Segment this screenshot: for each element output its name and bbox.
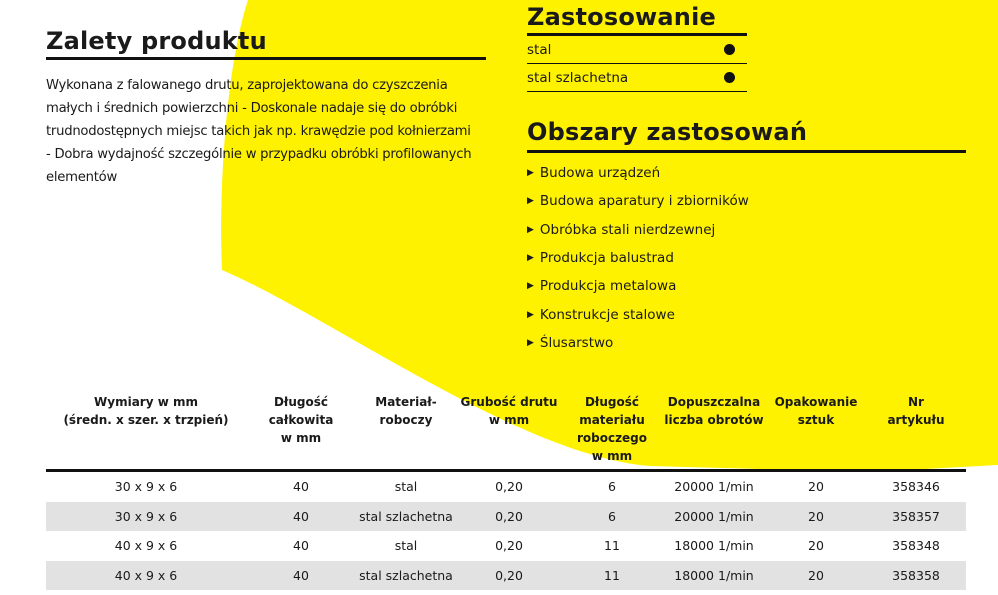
cell-material: stal szlachetna	[356, 561, 456, 591]
cell-wire-thickness: 0,20	[456, 502, 562, 532]
areas-title-rule	[527, 150, 966, 153]
cell-max-rpm: 20000 1/min	[662, 502, 766, 532]
cell-total-length: 40	[293, 538, 309, 554]
triangle-bullet-icon: ▶	[527, 168, 534, 179]
area-label: Ślusarstwo	[539, 334, 614, 351]
table-row	[46, 561, 966, 591]
cell-total-length: 40	[293, 479, 309, 495]
header-package-qty: Opakowanie sztuk	[766, 390, 866, 471]
advantages-line: elementów	[46, 170, 117, 185]
cell-total-length: 40	[246, 502, 356, 532]
area-label: Budowa urządzeń	[539, 165, 661, 182]
usage-label: stal szlachetna	[527, 69, 629, 86]
table-header-row	[46, 390, 966, 471]
header-wire-thickness: Grubość drutu w mm	[456, 390, 562, 471]
table-row	[46, 502, 966, 532]
cell-max-rpm: 18000 1/min	[662, 561, 766, 591]
cell-dimensions: 30 x 9 x 6	[46, 502, 246, 532]
application-areas-section	[527, 118, 966, 357]
area-list-item	[527, 300, 966, 328]
cell-max-rpm: 20000 1/min	[674, 479, 754, 495]
triangle-bullet-icon: ▶	[527, 253, 534, 264]
area-label: Produkcja balustrad	[539, 250, 674, 267]
advantages-description	[46, 74, 486, 189]
cell-working-length: 6	[608, 479, 616, 495]
header-article-number: Nr artykułu	[866, 390, 966, 471]
product-spec-table	[46, 390, 966, 590]
cell-article-number: 358346	[892, 479, 940, 495]
cell-working-length: 6	[562, 502, 662, 532]
table-row	[46, 471, 966, 502]
cell-article-number: 358358	[866, 561, 966, 591]
triangle-bullet-icon: ▶	[527, 309, 534, 320]
area-list-item	[527, 244, 966, 272]
cell-dimensions: 40 x 9 x 6	[114, 538, 178, 554]
filled-dot-icon	[724, 44, 735, 55]
area-label: Obróbka stali nierdzewnej	[539, 221, 716, 238]
advantages-title: Zalety produktu	[46, 27, 267, 55]
header-working-length: Długość materiału roboczego w mm	[562, 390, 662, 471]
area-label: Produkcja metalowa	[539, 278, 677, 295]
advantages-line: małych i średnich powierzchni - Doskonale nadaje się do obróbki	[46, 101, 458, 116]
header-total-length: Długość całkowita w mm	[246, 390, 356, 471]
filled-dot-icon	[724, 72, 735, 83]
cell-package-qty: 20	[766, 502, 866, 532]
cell-working-length: 11	[604, 538, 620, 554]
area-list-item	[527, 187, 966, 215]
cell-max-rpm: 18000 1/min	[674, 538, 754, 554]
area-list-item	[527, 159, 966, 187]
cell-wire-thickness: 0,20	[495, 479, 523, 495]
advantages-line: Wykonana z falowanego drutu, zaprojektowana do czyszczenia	[46, 78, 448, 93]
usage-title: Zastosowanie	[527, 3, 716, 31]
triangle-bullet-icon: ▶	[527, 196, 534, 207]
cell-material: stal	[394, 538, 418, 554]
usage-section	[527, 3, 747, 92]
area-label: Konstrukcje stalowe	[539, 306, 675, 323]
cell-wire-thickness: 0,20	[495, 538, 523, 554]
cell-article-number: 358357	[866, 502, 966, 532]
areas-list	[527, 159, 966, 357]
product-advantages-section	[46, 27, 486, 189]
cell-material: stal szlachetna	[356, 502, 456, 532]
cell-article-number: 358348	[892, 538, 940, 554]
area-list-item	[527, 329, 966, 357]
header-dimensions: Wymiary w mm (średn. x szer. x trzpień)	[46, 390, 246, 471]
header-material: Materiał- roboczy	[356, 390, 456, 471]
header-max-rpm: Dopuszczalna liczba obrotów	[662, 390, 766, 471]
cell-wire-thickness: 0,20	[456, 561, 562, 591]
cell-material: stal	[394, 479, 418, 495]
areas-title: Obszary zastosowań	[527, 118, 808, 146]
cell-package-qty: 20	[808, 538, 824, 554]
advantages-line: trudnodostępnych miejsc takich jak np. krawędzie pod kołnierzami	[46, 124, 471, 139]
cell-package-qty: 20	[766, 561, 866, 591]
triangle-bullet-icon: ▶	[527, 281, 534, 292]
usage-label: stal	[527, 41, 552, 58]
triangle-bullet-icon: ▶	[527, 224, 534, 235]
triangle-bullet-icon: ▶	[527, 337, 534, 348]
cell-dimensions: 30 x 9 x 6	[114, 479, 178, 495]
cell-working-length: 11	[562, 561, 662, 591]
usage-row	[527, 64, 747, 92]
table-row	[46, 531, 966, 561]
advantages-line: - Dobra wydajność szczególnie w przypadku obróbki profilowanych	[46, 147, 472, 162]
cell-package-qty: 20	[808, 479, 824, 495]
area-label: Budowa aparatury i zbiorników	[539, 193, 749, 210]
cell-dimensions: 40 x 9 x 6	[46, 561, 246, 591]
usage-row	[527, 36, 747, 64]
area-list-item	[527, 216, 966, 244]
cell-total-length: 40	[246, 561, 356, 591]
advantages-title-rule	[46, 57, 486, 60]
area-list-item	[527, 272, 966, 300]
